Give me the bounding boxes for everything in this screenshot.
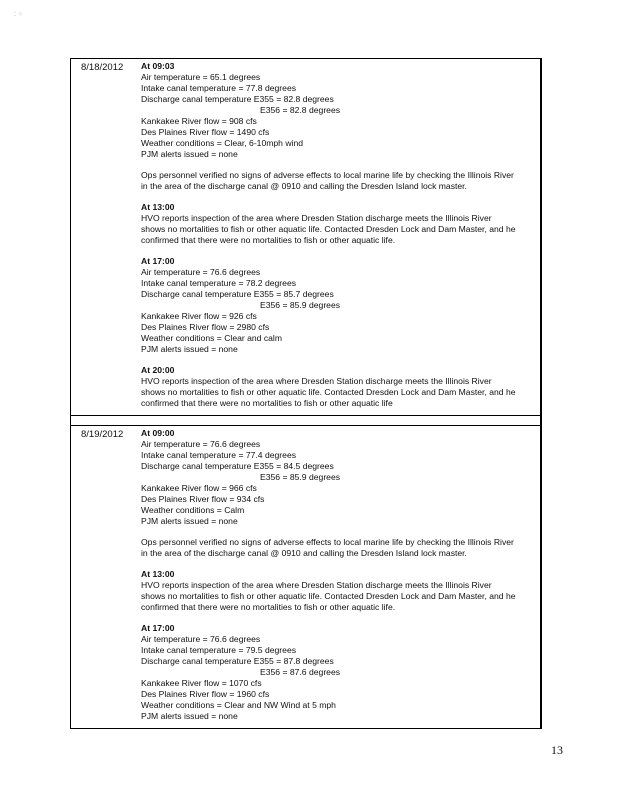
log-line: PJM alerts issued = none <box>141 711 238 721</box>
scan-artifact: ⁚ ⁘ <box>14 12 23 18</box>
log-line: Air temperature = 76.6 degrees <box>141 439 261 449</box>
log-table <box>70 58 542 729</box>
log-line: confirmed that there were no mortalities to fish or other aquatic life. <box>141 602 396 612</box>
log-block <box>141 202 534 246</box>
log-line-indented: E356 = 82.8 degrees <box>260 105 341 115</box>
time-heading: At 09:03 <box>141 61 175 71</box>
log-line: Intake canal temperature = 77.4 degrees <box>141 450 297 460</box>
log-line: Discharge canal temperature E355 = 85.7 degrees <box>141 289 334 299</box>
log-line-indented: E356 = 85.9 degrees <box>260 472 341 482</box>
time-heading: At 17:00 <box>141 623 175 633</box>
time-heading: At 09:00 <box>141 428 175 438</box>
log-line: HVO reports inspection of the area where Dresden Station discharge meets the Illinois River <box>141 580 492 590</box>
log-line: Des Plaines River flow = 1960 cfs <box>141 689 270 699</box>
log-line-indented: E356 = 85.9 degrees <box>260 300 341 310</box>
log-block <box>141 537 534 559</box>
log-entry-row <box>71 59 540 416</box>
log-line: confirmed that there were no mortalities to fish or other aquatic life. <box>141 235 396 245</box>
log-line: Des Plaines River flow = 1490 cfs <box>141 127 270 137</box>
time-heading: At 20:00 <box>141 365 175 375</box>
log-line: Weather conditions = Clear, 6-10mph wind <box>141 138 304 148</box>
log-line: Intake canal temperature = 79.5 degrees <box>141 645 297 655</box>
log-line: Discharge canal temperature E355 = 87.8 degrees <box>141 656 334 666</box>
log-block <box>141 623 534 722</box>
log-line: Intake canal temperature = 77.8 degrees <box>141 83 297 93</box>
log-line: Des Plaines River flow = 2980 cfs <box>141 322 270 332</box>
log-line: Air temperature = 76.6 degrees <box>141 634 261 644</box>
log-line-indented: E356 = 87.6 degrees <box>260 667 341 677</box>
row-divider <box>71 416 540 426</box>
log-line: Kankakee River flow = 1070 cfs <box>141 678 262 688</box>
log-line: HVO reports inspection of the area where Dresden Station discharge meets the Illinois River <box>141 376 492 386</box>
log-entry-row <box>71 426 540 728</box>
log-line: Weather conditions = Clear and calm <box>141 333 282 343</box>
log-block <box>141 170 534 192</box>
log-block <box>141 569 534 613</box>
entry-content <box>141 59 540 415</box>
log-line: Weather conditions = Clear and NW Wind at 5 mph <box>141 700 336 710</box>
log-line: Air temperature = 65.1 degrees <box>141 72 261 82</box>
log-line: shows no mortalities to fish or other aquatic life. Contacted Dresden Lock and Dam Master, and he <box>141 591 516 601</box>
time-heading: At 13:00 <box>141 569 175 579</box>
log-line: Kankakee River flow = 926 cfs <box>141 311 257 321</box>
log-line: HVO reports inspection of the area where Dresden Station discharge meets the Illinois River <box>141 213 492 223</box>
entry-date: 8/19/2012 <box>81 429 124 440</box>
log-line: confirmed that there were no mortalities to fish or other aquatic life <box>141 398 393 408</box>
log-line: Ops personnel verified no signs of adverse effects to local marine life by checking the Illinois River <box>141 537 514 547</box>
time-heading: At 17:00 <box>141 256 175 266</box>
log-line: shows no mortalities to fish or other aquatic life. Contacted Dresden Lock and Dam Master, and he <box>141 387 516 397</box>
log-line: in the area of the discharge canal @ 0910 and calling the Dresden Island lock master. <box>141 181 467 191</box>
log-line: Air temperature = 76.6 degrees <box>141 267 261 277</box>
entry-content <box>141 426 540 728</box>
log-line: PJM alerts issued = none <box>141 149 238 159</box>
page-number: 13 <box>551 743 563 757</box>
log-line: PJM alerts issued = none <box>141 344 238 354</box>
log-block <box>141 365 534 409</box>
log-line: Discharge canal temperature E355 = 82.8 degrees <box>141 94 334 104</box>
log-line: Kankakee River flow = 966 cfs <box>141 483 257 493</box>
log-block <box>141 256 534 355</box>
log-line: Ops personnel verified no signs of adverse effects to local marine life by checking the Illinois River <box>141 170 514 180</box>
log-line: Intake canal temperature = 78.2 degrees <box>141 278 297 288</box>
log-line: shows no mortalities to fish or other aquatic life. Contacted Dresden Lock and Dam Master, and he <box>141 224 516 234</box>
log-line: PJM alerts issued = none <box>141 516 238 526</box>
log-line: Weather conditions = Calm <box>141 505 245 515</box>
log-block <box>141 61 534 160</box>
entry-date: 8/18/2012 <box>81 62 124 73</box>
time-heading: At 13:00 <box>141 202 175 212</box>
log-block <box>141 428 534 527</box>
log-line: Des Plaines River flow = 934 cfs <box>141 494 265 504</box>
log-line: Kankakee River flow = 908 cfs <box>141 116 257 126</box>
log-line: Discharge canal temperature E355 = 84.5 degrees <box>141 461 334 471</box>
log-line: in the area of the discharge canal @ 0910 and calling the Dresden Island lock master. <box>141 548 467 558</box>
